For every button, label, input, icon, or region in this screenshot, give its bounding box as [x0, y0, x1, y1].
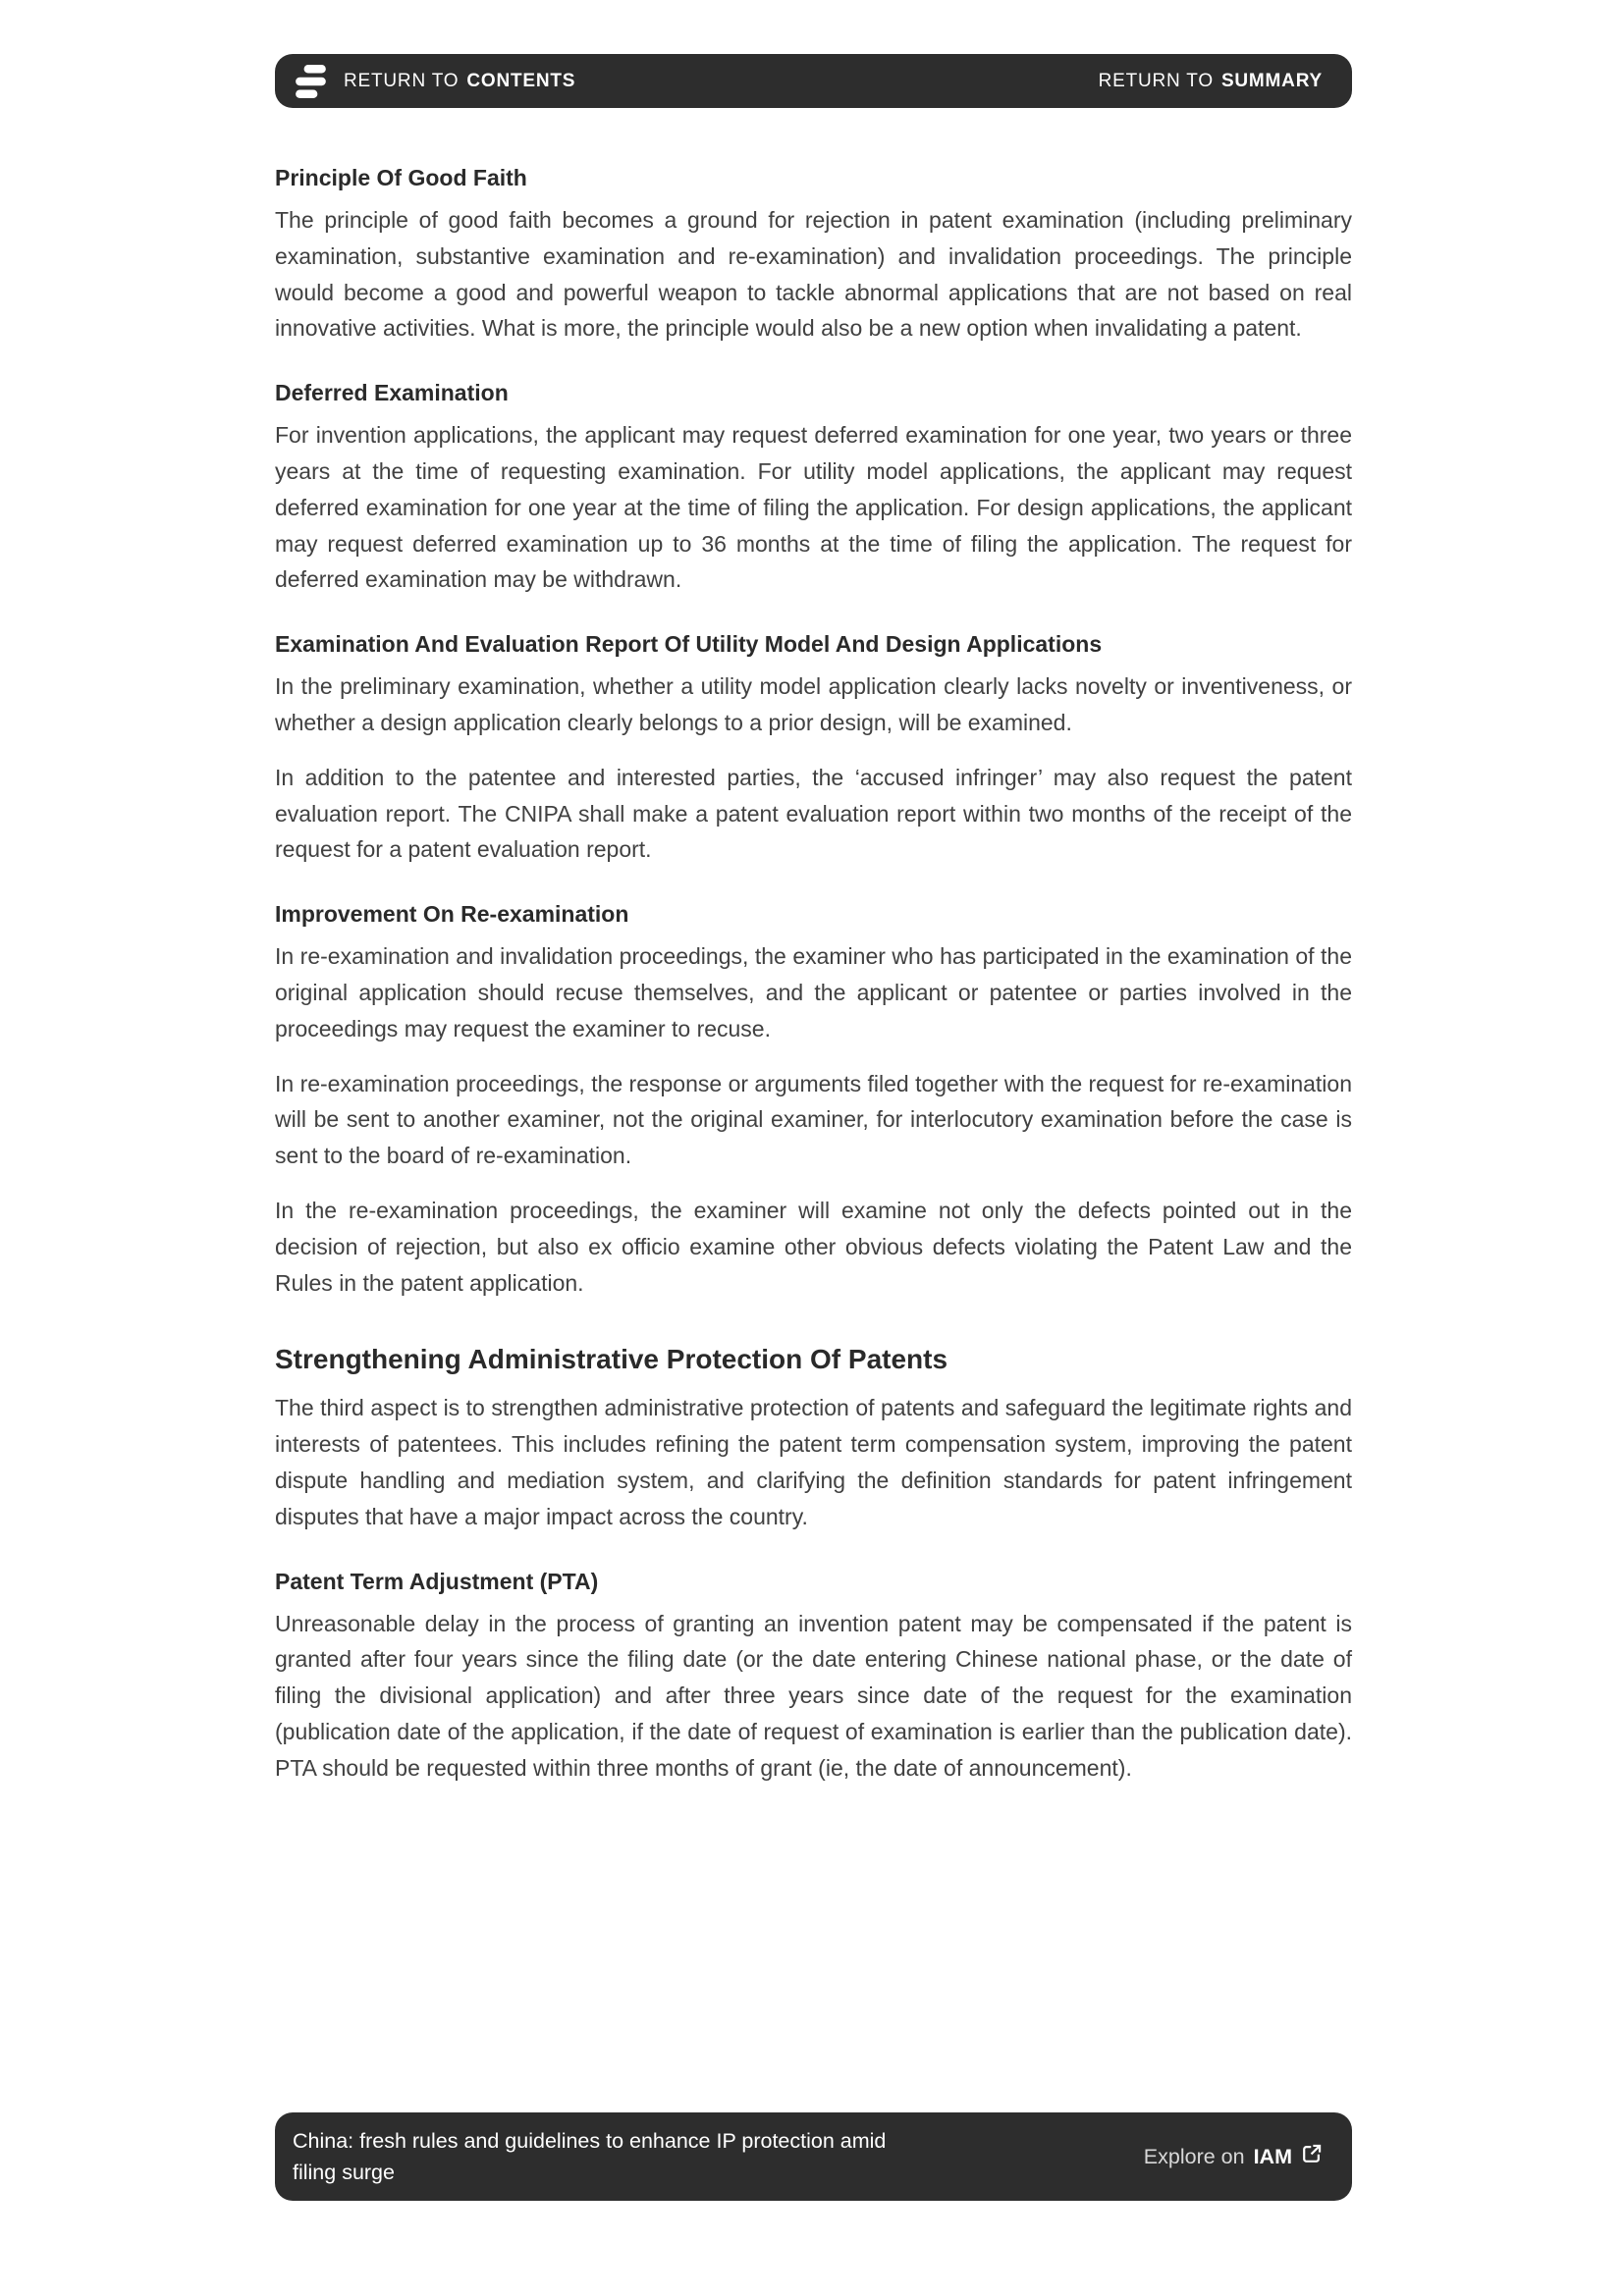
section-heading-patent-term-adjustment: Patent Term Adjustment (PTA) [275, 1568, 599, 1594]
paragraph: In re-examination and invalidation proceedings, the examiner who has participated in the examination of the original application should recuse themselves, and the applicant or patentee or parties involved in the proceedings may request the examiner to recuse. [275, 943, 1352, 1041]
section-heading-strengthening-administrative-protection: Strengthening Administrative Protection Of Patents [275, 1344, 948, 1375]
paragraph: In the re-examination proceedings, the examiner will examine not only the defects pointed out in the decision of rejection, but also ex officio examine other obvious defects violating the Patent Law and the Rules in the patent application. [275, 1197, 1352, 1296]
return-to-contents-prefix: RETURN TO [344, 70, 460, 91]
section-heading-deferred-examination: Deferred Examination [275, 380, 509, 406]
article-title: China: fresh rules and guidelines to enhance IP protection amid filing surge [293, 2128, 887, 2184]
iam-brand-label: IAM [1253, 2144, 1292, 2168]
paragraph: The third aspect is to strengthen administrative protection of patents and safeguard the legitimate rights and interests of patentees. This includes refining the patent term compensation system, improving the patent dispute handling and mediation system, and clarifying the definition standards for patent infringement disputes that have a major impact across the country. [275, 1395, 1352, 1529]
section-heading-principle-of-good-faith: Principle Of Good Faith [275, 165, 527, 190]
return-to-summary-prefix: RETURN TO [1098, 70, 1214, 91]
paragraph: In re-examination proceedings, the response or arguments filed together with the request for re-examination will be sent to another examiner, not the original examiner, for interlocutory examination before the case is sent to the board of re-examination. [275, 1070, 1352, 1169]
summary-label: SUMMARY [1220, 70, 1323, 91]
iam-logo-icon [295, 64, 328, 99]
contents-label: CONTENTS [466, 70, 576, 91]
return-to-summary-link[interactable] [1099, 71, 1323, 92]
paragraph: For invention applications, the applicant may request deferred examination for one year, two years or three years at the time of requesting examination. For utility model applications, the applicant may request deferred examination for one year at the time of filing the application. For design applications, the applicant may request deferred examination up to 36 months at the time of filing the application. The request for deferred examination may be withdrawn. [275, 422, 1352, 593]
return-to-contents-link[interactable] [295, 64, 575, 99]
explore-on-iam-link[interactable] [1144, 2143, 1323, 2170]
external-link-icon [1301, 2143, 1323, 2170]
section-heading-examination-evaluation-report: Examination And Evaluation Report Of Utility Model And Design Applications [275, 631, 1103, 658]
footer-bar [275, 2112, 1352, 2201]
explore-on-prefix: Explore on [1143, 2144, 1245, 2168]
section-heading-improvement-on-re-examination: Improvement On Re-examination [275, 901, 629, 928]
paragraph: The principle of good faith becomes a ground for rejection in patent examination (including preliminary examination, substantive examination and re-examination) and invalidation proceedings. The principle would become a good and powerful weapon to tackle abnormal applications that are not based on real innovative activities. What is more, the principle would also be a new option when invalidating a patent. [275, 207, 1352, 342]
paragraph: In addition to the patentee and interested parties, the ‘accused infringer’ may also request the patent evaluation report. The CNIPA shall make a patent evaluation report within two months of the receipt of the request for a patent evaluation report. [275, 764, 1352, 863]
paragraph: Unreasonable delay in the process of granting an invention patent may be compensated if the patent is granted after four years since the filing date (or the date entering Chinese national phase, or the date of filing the divisional application) and after three years since date of the request for the examination (publication date of the application, if the date of request of examination is earlier than the publication date). PTA should be requested within three months of grant (ie, the date of announcement). [275, 1610, 1352, 1781]
document-page [275, 54, 1352, 1805]
top-nav-bar [275, 54, 1352, 108]
paragraph: In the preliminary examination, whether a utility model application clearly lacks novelty or inventiveness, or whether a design application clearly belongs to a prior design, will be examined. [275, 673, 1352, 735]
article-body [275, 108, 1352, 1787]
